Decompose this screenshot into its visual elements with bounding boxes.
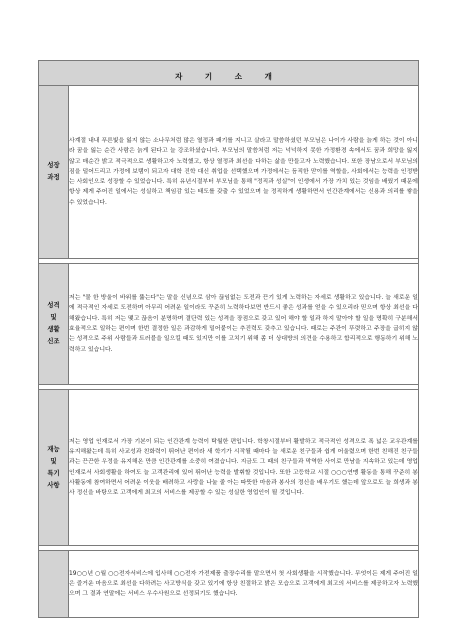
section-label-line: 성장 — [47, 162, 60, 169]
title-cell — [39, 61, 419, 86]
section-label-line: 과정 — [47, 174, 60, 181]
section-label-personality — [39, 264, 69, 385]
section-label-talent — [39, 390, 69, 546]
section-label-line: 및 — [50, 314, 57, 321]
section-label-line: 신조 — [47, 338, 60, 345]
self-introduction-table — [38, 60, 419, 618]
section-text-growth: 사계절 내내 푸른빛을 잃지 않는 소나무처럼 많은 열정과 패기를 지니고 살라고 말씀하셨던 부모님은 나이가 사람을 늙게 하는 것이 아니라 꿈을 잃는 순간 사람은 늙게 된다고 늘 강조하셨습니다. 부모님의 말씀처럼 저는 넉넉하지 못한 가정환경 속에서도 꿈과 희망을 잃지 않고 매순간 밝고 적극적으로 생활하고자 노력했고, 항상 열정과 최선을 다하는 삶을 만들고자 노력했습니다. 또한 장남으로서 부모님의 짐을 덜어드리고 가정에 보탬이 되고자 대학 진학 대신 취업을 선택했으며 가정에서는 듬직한 맏이를 역할을, 사회에서는 능력을 인정받는 사회인으로 성장할 수 있었습니다. 특히 유년시절부터 부모님을 통해 "정직과 성실"이 인생에서 가장 가치 있는 것임을 배웠기 때문에 항상 제게 주어진 일에서는 성실하고 책임감 있는 태도를 갖출 수 있었으며 늘 정직하게 생활하면서 인간관계에서는 신용과 의리를 쌓을 수 있었습니다. — [69, 137, 418, 206]
section-text-talent: 저는 영업 인재로서 가장 기본이 되는 인간관계 능력이 탁월한 편입니다. 학창시절부터 활발하고 적극적인 성격으로 폭 넓은 교우관계를 유지해왔는데 특히 사교성과 친화력이 뛰어난 편이라 새 학기가 시작될 때마다 늘 새로운 친구들과 쉽게 어울렸으며 한번 친해진 친구들과는 끈끈한 우정을 유지해온 만큼 인간관계를 소중히 여겼습니다. 지금도 그 때의 친구들과 막역한 사이로 만남을 지속하고 있는데 영업 인재로서 사회생활을 하여도 늘 고객관리에 있어 뛰어난 능력을 발휘할 것입니다. 또한 고등학교 시절 ○○○연맹 활동을 통해 꾸준히 봉사활동에 참여하면서 어려운 이웃을 배려하고 사랑을 나눌 줄 아는 따뜻한 마음과 봉사의 정신을 배우기도 했는데 앞으로도 늘 희생과 봉사 정신을 바탕으로 고객에게 최고의 서비스를 제공할 수 있는 성실한 영업인이 될 것입니다. — [69, 438, 418, 497]
page-title: 자 기 소 개 — [175, 71, 282, 81]
section-body-career — [69, 551, 419, 618]
section-text-personality: 저는 "물 한 방울이 바위를 뚫는다"는 말을 신념으로 삼아 끊임없는 도전과 끈기 있게 노력하는 자세로 생활하고 있습니다. 늘 새로운 일에 적극적인 자세로 도전하며 아무리 어려운 일이라도 꾸준히 노력하다보면 반드시 좋은 성과를 얻을 수 있으리라 믿으며 항상 최선을 다해왔습니다. 특히 저는 맺고 끊음이 분명하며 결단력 있는 성격을 장점으로 갖고 있어 해야 할 일과 하지 말아야 할 일을 명확히 구분해서 효율적으로 일하는 편이며 한번 결정한 일은 과감하게 밀어붙이는 추진력도 갖추고 있습니다. 때로는 주관이 뚜렷하고 주장을 굽히지 않는 성격으로 주위 사람들과 트러블을 일으킬 때도 있지만 이를 고치기 위해 좀 더 상대방의 의견을 수용하고 합리적으로 행동하기 위해 노력하고 있습니다. — [69, 295, 418, 353]
section-label-line: 사항 — [47, 481, 60, 489]
section-label-line: 생활 — [47, 326, 60, 333]
section-body-talent — [69, 390, 419, 546]
section-label-line: 재능 — [47, 445, 60, 453]
section-label-growth — [39, 86, 69, 259]
section-label-line: 성격 — [47, 302, 60, 309]
section-label-empty — [39, 551, 69, 618]
section-body-personality — [69, 264, 419, 385]
section-body-growth — [69, 86, 419, 259]
section-label-line: 특기 — [47, 469, 60, 477]
section-label-line: 및 — [50, 457, 57, 465]
section-text-career: 19○○년 ○월 ○○전자서비스에 입사해 ○○전자 가전제품 출장수리를 맡으면서 첫 사회생활을 시작했습니다. 무엇이든 제게 주어진 일은 즐거운 마음으로 최선을 다하려는 사고방식을 갖고 있기에 항상 친절하고 밝은 모습으로 고객에게 최고의 서비스를 제공하고자 노력했으며 그 결과 연말에는 서비스 우수사원으로 선정되기도 했습니다. — [69, 570, 418, 598]
